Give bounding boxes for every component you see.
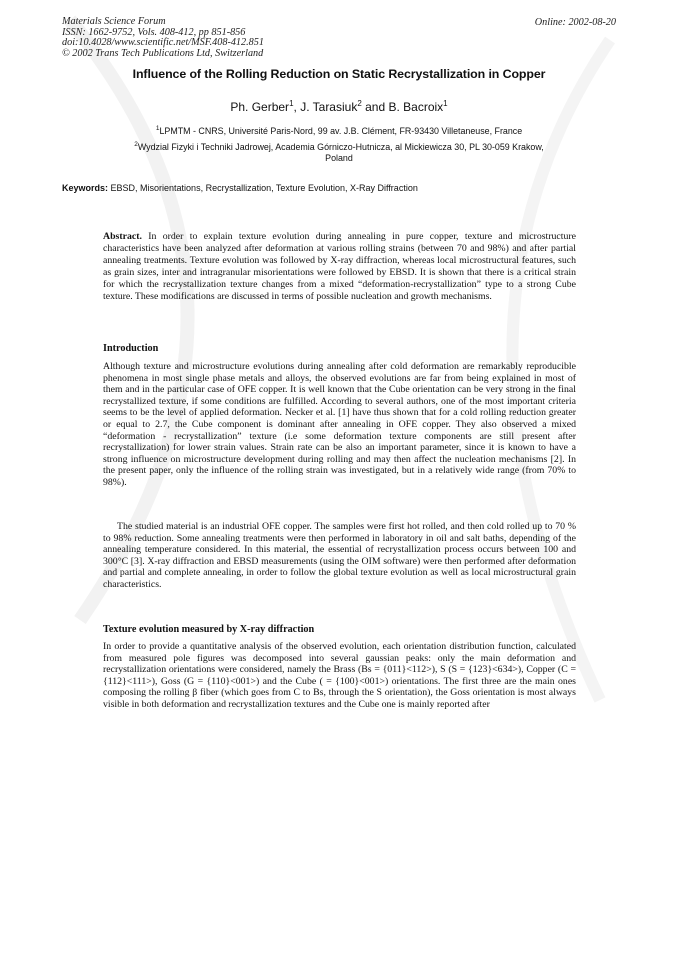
author-tarasiuk-affil: 2	[357, 99, 362, 108]
keywords-label: Keywords:	[62, 183, 109, 193]
introduction-heading: Introduction	[103, 343, 159, 354]
author-tarasiuk: J. Tarasiuk	[300, 100, 358, 114]
introduction-paragraph-1: Although texture and microstructure evolutions during annealing after cold deformation are remarkably reproducible phenomena in most single phase metals and alloys, the observed evolutions are far from being explained in most of them and in the particular case of OFE copper. It is well known that the Cube orientation can be very strong in the final recrystallized texture, if some conditions are fulfilled. According to several authors, one of the most important criteria seems to be the level of applied deformation. Necker et al. [1] have thus shown that for a cold rolling reduction greater or equal to 2.7, the Cube component is dominant after annealing in OFE copper. They also observed a mixed “deformation - recrystallization” texture (i.e some deformation texture components are still present after recrystallization) for lower strain values. Strain rate can be also an important parameter, since it is known to have a strong influence on microstructure development during rolling and may then affect the nucleation mechanisms [2]. In the present paper, only the influence of the rolling strain was investigated, but in a relatively wide range (from 70% to 98%).	[103, 361, 576, 488]
author-bacroix-affil: 1	[443, 99, 448, 108]
abstract-label: Abstract.	[103, 231, 142, 242]
affiliation-2	[129, 139, 549, 165]
paper-title: Influence of the Rolling Reduction on Static Recrystallization in Copper	[132, 67, 546, 81]
online-date: Online: 2002-08-20	[534, 17, 616, 28]
author-bacroix: B. Bacroix	[388, 100, 444, 114]
journal-name: Materials Science Forum	[62, 16, 166, 27]
copyright-line: © 2002 Trans Tech Publications Ltd, Switzerland	[62, 47, 264, 59]
author-separator: and	[361, 100, 389, 114]
keywords-text: EBSD, Misorientations, Recrystallization, Texture Evolution, X-Ray Diffraction	[110, 183, 418, 193]
abstract-paragraph	[103, 231, 576, 302]
affiliation-1-marker: 1	[155, 125, 160, 132]
issn-line: ISSN: 1662-9752, Vols. 408-412, pp 851-856	[62, 26, 246, 38]
affiliation-1	[62, 123, 616, 137]
introduction-paragraph-2: The studied material is an industrial OFE copper. The samples were first hot rolled, and then cold rolled up to 70 % to 98% reduction. Some annealing treatments were then performed in laboratory in oil and salt baths, depending of the annealing temperature considered. In this material, the essential of recrystallization process occurs between 100 and 300°C [3]. X-ray diffraction and EBSD measurements (using the OIM software) were then performed after deformation and partial and complete annealing, in order to follow the global texture evolution as well as local microstructural grain characteristics.	[103, 521, 576, 590]
affiliation-2-text: Wydzial Fizyki i Techniki Jadrowej, Academia Górniczo-Hutnicza, al Mickiewicza 30, PL 30-059 Krakow, Poland	[137, 141, 544, 164]
abstract-text: In order to explain texture evolution during annealing in pure copper, texture and microstructure characteristics have been analyzed after deformation at various rolling strains (between 70 and 98%) and after partial annealing treatments. Texture evolution was followed by X-ray diffraction, whereas local microstructural features, such as grain sizes, inter and intragranular misorientations were followed by EBSD. It is shown that there is a critical strain for which the recrystallization texture changes from a mixed “deformation-recrystallization” type to a strong Cube texture. These modifications are discussed in terms of possible nucleation and growth mechanisms.	[103, 231, 576, 302]
affiliation-1-text: LPMTM - CNRS, Université Paris-Nord, 99 av. J.B. Clément, FR-93430 Villetaneuse, France	[159, 125, 523, 136]
author-list	[62, 99, 616, 114]
author-gerber: Ph. Gerber	[230, 100, 290, 114]
doi-line: doi:10.4028/www.scientific.net/MSF.408-412.851	[62, 37, 264, 49]
texture-section-paragraph-1: In order to provide a quantitative analysis of the observed evolution, each orientation distribution function, calculated from measured pole figures was decomposed into several gaussian peaks: only the main deformation and recrystallization orientations were considered, namely the Brass (Bs = {011}<112>), S (S = {123}<634>), Copper (C = {112}<111>), Goss (G = {110}<001>) and the Cube ( = {100}<001>) orientations. The first three are the main ones composing the rolling β fiber (which goes from C to Bs, through the S orientation), the Goss orientation is most always visible in both deformation and recrystallization textures and the Cube one is mainly reported after	[103, 641, 576, 710]
author-gerber-affil: 1	[289, 99, 294, 108]
keywords-line	[62, 183, 616, 193]
affiliation-2-marker: 2	[134, 141, 138, 148]
author-separator: ,	[293, 100, 301, 114]
texture-section-heading: Texture evolution measured by X-ray diffraction	[103, 624, 315, 635]
publication-header	[62, 17, 362, 59]
